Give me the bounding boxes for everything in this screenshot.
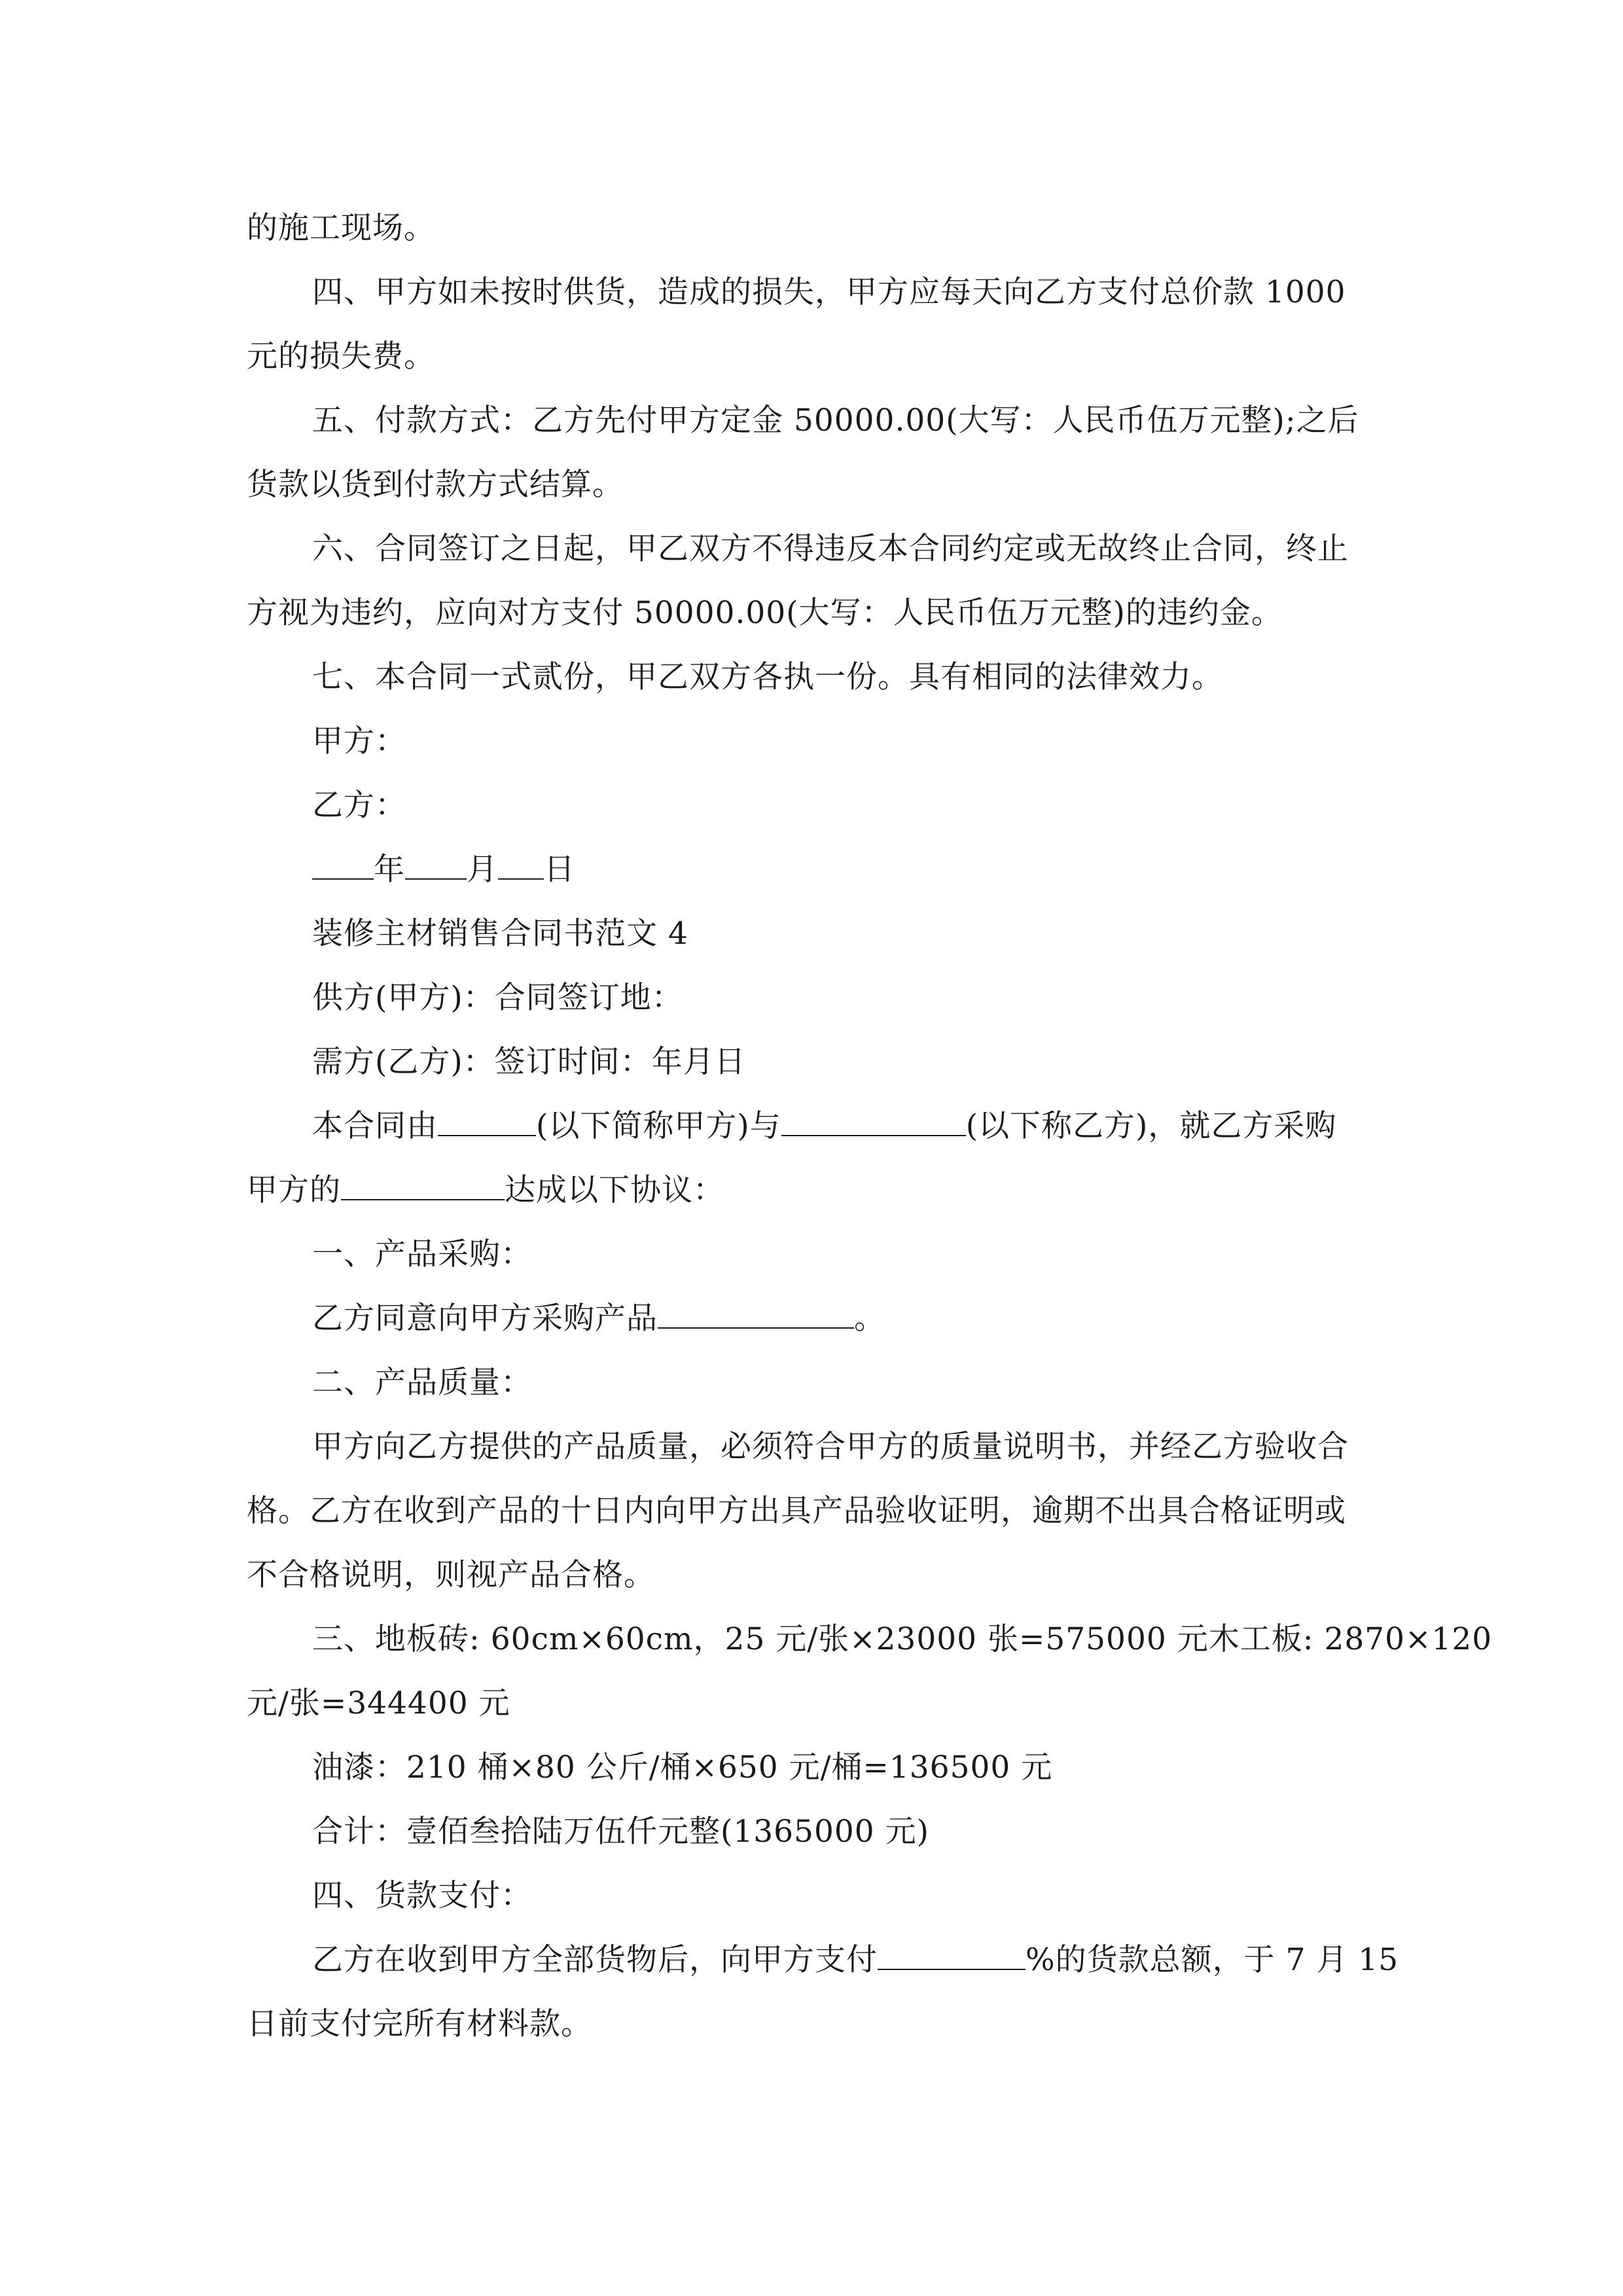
section-text: 乙方同意向甲方采购产品 bbox=[312, 1300, 658, 1336]
payment-text: 乙方在收到甲方全部货物后，向甲方支付 bbox=[312, 1942, 878, 1978]
contract-title: 装修主材销售合同书范文 4 bbox=[312, 916, 688, 952]
year-label: 年 bbox=[374, 852, 405, 888]
month-label: 月 bbox=[467, 852, 498, 888]
paragraph-line: 五、付款方式：乙方先付甲方定金 50000.00(大写：人民币伍万元整);之后 bbox=[312, 403, 1359, 439]
agreement-text: 甲方的 bbox=[247, 1172, 341, 1208]
agreement-text: (以下称乙方)，就乙方采购 bbox=[965, 1108, 1337, 1144]
total-line: 合计：壹佰叁拾陆万伍仟元整(1365000 元) bbox=[312, 1814, 929, 1850]
year-blank bbox=[312, 844, 374, 880]
payment-line bbox=[247, 1928, 1399, 1992]
party-b-name-blank bbox=[781, 1101, 966, 1136]
paragraph-line: 不合格说明，则视产品合格。 bbox=[247, 1557, 655, 1593]
section-title: 二、产品质量： bbox=[312, 1365, 532, 1401]
document-body bbox=[247, 196, 1493, 2056]
paragraph-line: 四、甲方如未按时供货，造成的损失，甲方应每天向乙方支付总价款 1000 bbox=[312, 274, 1346, 310]
supplier-line: 供方(甲方)：合同签订地： bbox=[312, 980, 683, 1016]
product-name-blank bbox=[658, 1293, 854, 1329]
paragraph-line: 货款以货到付款方式结算。 bbox=[247, 467, 624, 503]
agreement-line bbox=[247, 1094, 1379, 1158]
party-a-signature-line: 甲方： bbox=[312, 723, 406, 759]
section-title: 四、货款支付： bbox=[312, 1878, 532, 1914]
paragraph-line: 元/张=344400 元 bbox=[247, 1685, 510, 1721]
agreement-text: 达成以下协议： bbox=[505, 1172, 724, 1208]
percent-blank bbox=[878, 1935, 1026, 1970]
paragraph-line: 格。乙方在收到产品的十日内向甲方出具产品验收证明，逾期不出具合格证明或 bbox=[247, 1493, 1346, 1529]
agreement-line bbox=[247, 1158, 1379, 1223]
paragraph-line bbox=[247, 1287, 1379, 1351]
paragraph-line: 甲方向乙方提供的产品质量，必须符合甲方的质量说明书，并经乙方验收合 bbox=[312, 1429, 1349, 1465]
payment-text: %的货款总额，于 7 月 15 bbox=[1026, 1942, 1399, 1978]
section-title: 一、产品采购： bbox=[312, 1236, 532, 1272]
paragraph-line: 七、本合同一式贰份，甲乙双方各执一份。具有相同的法律效力。 bbox=[312, 659, 1223, 695]
party-a-name-blank bbox=[438, 1101, 536, 1136]
paragraph-line: 六、合同签订之日起，甲乙双方不得违反本合同约定或无故终止合同，终止 bbox=[312, 531, 1349, 567]
day-label: 日 bbox=[544, 852, 575, 888]
paragraph-line: 三、地板砖: 60cm×60cm，25 元/张×23000 张=575000 元木工板: 2870×120 bbox=[312, 1621, 1493, 1657]
date-line bbox=[247, 838, 1379, 902]
party-b-signature-line: 乙方： bbox=[312, 787, 406, 823]
paragraph-line: 元的损失费。 bbox=[247, 338, 435, 374]
month-blank bbox=[405, 844, 467, 880]
paragraph-line: 日前支付完所有材料款。 bbox=[247, 2006, 592, 2042]
paragraph-line: 的施工现场。 bbox=[247, 210, 435, 246]
paragraph-line: 方视为违约，应向对方支付 50000.00(大写：人民币伍万元整)的违约金。 bbox=[247, 595, 1283, 631]
buyer-line: 需方(乙方)：签订时间：年月日 bbox=[312, 1044, 746, 1080]
day-blank bbox=[498, 844, 544, 880]
section-text: 。 bbox=[854, 1300, 885, 1336]
paragraph-line: 油漆：210 桶×80 公斤/桶×650 元/桶=136500 元 bbox=[312, 1749, 1053, 1785]
agreement-text: (以下简称甲方)与 bbox=[536, 1108, 781, 1144]
product-blank bbox=[341, 1165, 505, 1200]
agreement-text: 本合同由 bbox=[312, 1108, 438, 1144]
